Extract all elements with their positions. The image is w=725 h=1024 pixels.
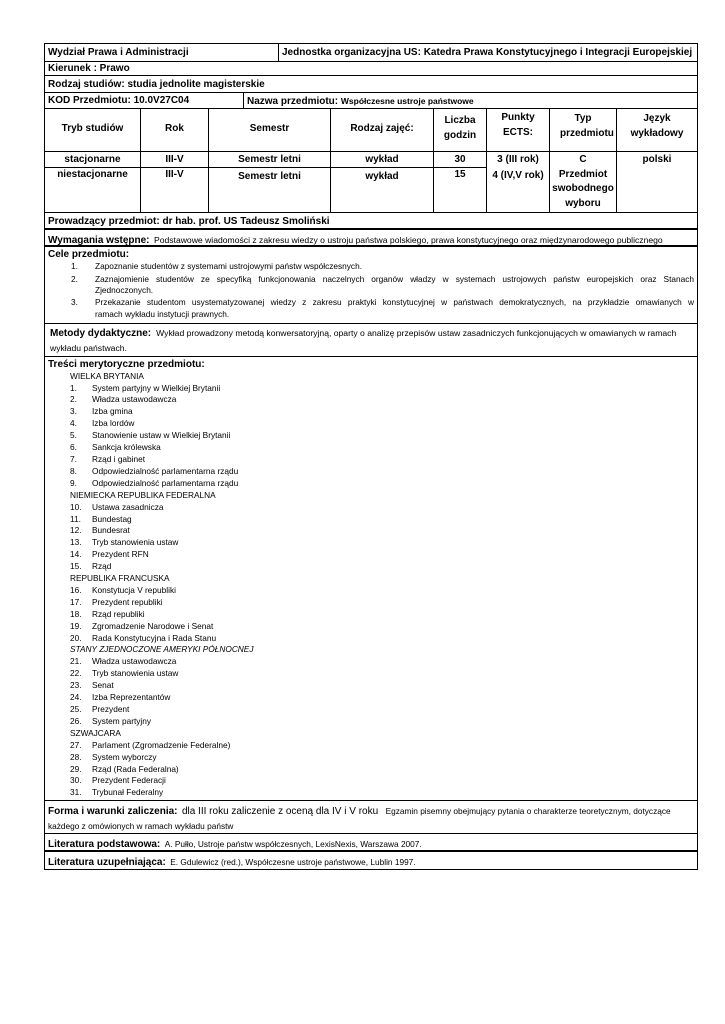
contents-list-item <box>48 561 694 573</box>
subject-name-label: Nazwa przedmiotu: <box>247 96 339 107</box>
contents-list-item <box>48 430 694 442</box>
contents-item-number: 9. <box>70 477 77 488</box>
contents-item-number: 15. <box>70 561 82 572</box>
contents-item-text: Odpowiedzialność parlamentarna rządu <box>92 465 239 476</box>
contents-item-text: Izba lordów <box>92 418 135 429</box>
subject-type-line-3: swobodnego <box>552 183 614 194</box>
contents-item-number: 3. <box>70 406 77 417</box>
hours-full-time: 30 <box>434 153 486 168</box>
contents-item-number: 13. <box>70 537 82 548</box>
goal-item: 3. Przekazanie studentom usystematyzowanej wiedzy z zakresu praktyki konstytucyjnej w państwach demokratycznych, na przykładzie omawianych w <box>71 296 694 307</box>
methods-text-1: Wykład prowadzony metodą konwersatoryjną, oparty o analizę przepisów ustaw zasadniczych funkcjonujących w omawianych w ramach <box>156 327 677 338</box>
contents-section-title: REPUBLIKA FRANCUSKA <box>70 573 170 584</box>
requirements-label: Wymagania wstępne: <box>48 235 150 246</box>
code-label: KOD Przedmiotu: <box>48 95 131 106</box>
col-subject-type <box>550 152 617 212</box>
contents-item-text: Rząd republiki <box>92 608 145 619</box>
contents-item-number: 26. <box>70 715 82 726</box>
contents-item-number: 29. <box>70 763 82 774</box>
contents-list-item <box>48 740 694 752</box>
contents-list-item <box>48 537 694 549</box>
contents-list-item <box>48 621 694 633</box>
subject-name-value: Współczesne ustroje państwowe <box>340 96 474 106</box>
contents-list-item <box>48 633 694 645</box>
contents-list-item <box>48 454 694 466</box>
contents-item-number: 14. <box>70 549 82 560</box>
assessment-label: Forma i warunki zaliczenia: <box>48 806 178 818</box>
contents-item-text: Tryb stanowienia ustaw <box>92 537 179 548</box>
contents-list-item <box>48 418 694 430</box>
contents-item-text: Prezydent RFN <box>92 549 149 560</box>
th-language: Język wykładowy <box>630 113 684 139</box>
goal-item-cont: ramach wykładu instytucji prawnych. <box>95 308 230 319</box>
direction-row: Kierunek : Prawo <box>45 62 697 76</box>
faculty-cell: Wydział Prawa i Administracji <box>45 44 279 61</box>
ects-line-2: 4 (IV,V rok) <box>492 170 544 181</box>
contents-item-text: Prezydent Federacji <box>92 775 166 786</box>
literature-extra-text: E. Gdulewicz (red.), Współczesne ustroje państwowe, Lublin 1997. <box>170 857 416 868</box>
literature-basic-label: Literatura podstawowa: <box>48 839 161 851</box>
goals-list <box>48 261 694 321</box>
contents-row <box>45 357 697 802</box>
contents-item-number: 23. <box>70 680 82 691</box>
class-type-full-time: wykład <box>331 153 433 168</box>
contents-list-item <box>48 514 694 526</box>
methods-text-2: wykładu państwach. <box>50 342 127 353</box>
literature-basic-row <box>45 834 697 852</box>
contents-item-text: Konstytucja V republiki <box>92 584 176 595</box>
contents-item-number: 21. <box>70 656 82 667</box>
contents-item-number: 4. <box>70 418 77 429</box>
literature-basic-text: A. Pułło, Ustroje państw współczesnych, LexisNexis, Warszawa 2007. <box>164 839 422 850</box>
th-year: Rok <box>141 109 209 151</box>
study-kind-row: Rodzaj studiów: studia jednolite magisterskie <box>45 76 697 93</box>
contents-item-text: Senat <box>92 680 114 691</box>
contents-item-text: Władza ustawodawcza <box>92 656 177 667</box>
class-type-part-time: wykład <box>365 171 399 182</box>
contents-list-item <box>48 752 694 764</box>
year-part-time: III-V <box>165 169 184 180</box>
subject-type-line-2: Przedmiot <box>558 168 608 180</box>
goal-item: 2. Zaznajomienie studentów ze specyfiką funkcjonowania naczelnych organów władzy w systemach ustrojowych państw europejskich oraz Stanach <box>71 273 694 284</box>
contents-item-number: 5. <box>70 430 77 441</box>
contents-item-text: Odpowiedzialność parlamentarna rządu <box>92 477 239 488</box>
contents-item-number: 30. <box>70 775 82 786</box>
contents-item-number: 16. <box>70 584 82 595</box>
contents-item-text: Izba Reprezentantów <box>92 692 171 703</box>
contents-item-text: Zgromadzenie Narodowe i Senat <box>92 620 214 631</box>
th-class-type: Rodzaj zajęć: <box>331 109 434 151</box>
literature-extra-row <box>45 852 697 869</box>
assessment-rule: dla III roku zaliczenie z oceną dla IV i V roku <box>181 806 379 818</box>
contents-list-item <box>48 764 694 776</box>
contents-item-text: Stanowienie ustaw w Wielkiej Brytanii <box>92 430 231 441</box>
contents-item-number: 27. <box>70 739 82 750</box>
contents-list-item <box>48 466 694 478</box>
contents-item-text: Bundesrat <box>92 525 130 536</box>
contents-item-text: Prezydent republiki <box>92 596 163 607</box>
contents-list-item <box>48 704 694 716</box>
year-full-time: III-V <box>141 153 208 168</box>
ects-line-1: 3 (III rok) <box>497 154 539 165</box>
th-ects: Punkty ECTS: <box>487 109 550 151</box>
contents-item-text: Trybunał Federalny <box>92 787 164 798</box>
syllabus-sheet <box>44 43 698 870</box>
semester-part-time: Semestr letni <box>238 171 301 182</box>
contents-list-item <box>48 406 694 418</box>
contents-item-text: Izba gmina <box>92 406 133 417</box>
goal-item-cont: Zjednoczonych. <box>95 284 154 295</box>
contents-list-item <box>48 383 694 395</box>
contents-item-number: 18. <box>70 608 82 619</box>
contents-list-item <box>48 775 694 787</box>
assessment-text-1: Egzamin pisemny obejmujący pytania o charakterze teoretycznym, dotyczące <box>385 806 671 817</box>
contents-list-item <box>48 656 694 668</box>
col-language <box>617 152 697 212</box>
contents-item-text: Rada Konstytucyjna i Rada Stanu <box>92 632 217 643</box>
contents-list-item <box>48 394 694 406</box>
info-table-body <box>45 152 697 212</box>
th-mode: Tryb studiów <box>45 109 141 151</box>
contents-list-item <box>48 585 694 597</box>
contents-item-number: 31. <box>70 787 82 798</box>
contents-list-item <box>48 597 694 609</box>
contents-item-number: 17. <box>70 596 82 607</box>
semester-full-time: Semestr letni <box>209 153 330 168</box>
th-semester: Semestr <box>209 109 331 151</box>
contents-item-text: Władza ustawodawcza <box>92 394 177 405</box>
contents-item-number: 25. <box>70 704 82 714</box>
header-row-1 <box>45 44 697 62</box>
contents-list-item <box>48 478 694 490</box>
col-hours <box>434 152 487 212</box>
contents-item-number: 2. <box>70 394 77 405</box>
contents-item-number: 20. <box>70 632 82 643</box>
goal-item: 1. Zapoznanie studentów z systemami ustrojowymi państw współczesnych. <box>71 261 362 271</box>
contents-item-number: 28. <box>70 751 82 762</box>
contents-list-item <box>48 549 694 561</box>
contents-list-item <box>48 787 694 799</box>
contents-item-text: Rząd i gabinet <box>92 453 146 464</box>
info-table-header <box>45 109 697 152</box>
contents-item-text: System wyborczy <box>92 751 157 762</box>
col-class-type <box>331 152 434 212</box>
contents-item-text: Parlament (Zgromadzenie Federalne) <box>92 739 231 750</box>
mode-full-time: stacjonarne <box>45 153 140 168</box>
contents-item-number: 22. <box>70 668 82 679</box>
assessment-text-2: każdego z omówionych w ramach wykładu państw <box>48 821 234 832</box>
col-mode <box>45 152 141 212</box>
literature-extra-label: Literatura uzupełniająca: <box>48 857 166 869</box>
contents-list-item <box>48 442 694 454</box>
language-value: polski <box>642 154 672 165</box>
contents-label: Treści merytoryczne przedmiotu: <box>48 358 205 370</box>
th-hours: Liczba godzin <box>434 109 487 151</box>
code-row <box>45 93 697 109</box>
contents-section-title: SZWAJCARA <box>70 727 121 738</box>
col-ects <box>487 152 550 212</box>
contents-section-title: WIELKA BRYTANIA <box>70 370 144 381</box>
contents-item-number: 12. <box>70 525 82 536</box>
contents-item-text: System partyjny <box>92 715 152 726</box>
methods-row <box>45 324 697 357</box>
contents-item-number: 6. <box>70 442 77 453</box>
contents-item-text: Rząd <box>92 561 112 572</box>
contents-item-text: Prezydent <box>92 704 130 714</box>
code-value: 10.0V27C04 <box>133 95 190 106</box>
contents-item-number: 24. <box>70 692 82 703</box>
contents-list-item <box>48 692 694 704</box>
contents-list-item <box>48 716 694 728</box>
subject-type-line-1: C <box>579 154 587 165</box>
hours-part-time: 15 <box>454 169 466 180</box>
goals-label: Cele przedmiotu: <box>48 249 130 260</box>
contents-item-text: Sankcja królewska <box>92 442 161 453</box>
contents-item-number: 7. <box>70 453 77 464</box>
contents-item-text: Rząd (Rada Federalna) <box>92 763 179 774</box>
contents-list-item <box>48 680 694 692</box>
contents-section-title: NIEMIECKA REPUBLIKA FEDERALNA <box>70 489 216 500</box>
contents-list-item <box>48 502 694 514</box>
goals-row <box>45 247 697 324</box>
assessment-row <box>45 801 697 834</box>
mode-part-time: niestacjonarne <box>57 169 128 180</box>
contents-list-item <box>48 668 694 680</box>
code-cell <box>45 93 244 108</box>
lecturer-row: Prowadzący przedmiot: dr hab. prof. US Tadeusz Smoliński <box>45 213 697 230</box>
contents-list-item <box>48 525 694 537</box>
col-year <box>141 152 209 212</box>
th-subject-type: Typ przedmiotu <box>550 109 617 151</box>
contents-item-text: Bundestag <box>92 513 132 524</box>
contents-item-number: 8. <box>70 465 77 476</box>
contents-item-number: 19. <box>70 620 82 631</box>
contents-list-item <box>48 609 694 621</box>
col-semester <box>209 152 331 212</box>
contents-item-number: 11. <box>70 513 81 524</box>
contents-list <box>48 371 694 800</box>
info-table <box>45 109 697 213</box>
methods-label: Metody dydaktyczne: <box>50 327 152 339</box>
requirements-text: Podstawowe wiadomości z zakresu wiedzy o ustroju państwa polskiego, prawa konstytucyjnego oraz międzynarodowego publicznego <box>153 235 663 245</box>
requirements-row <box>45 230 697 247</box>
contents-item-number: 10. <box>70 501 82 512</box>
subject-name-cell <box>244 93 697 108</box>
contents-item-number: 1. <box>70 382 77 393</box>
contents-section-title: STANY ZJEDNOCZONE AMERYKI PÓŁNOCNEJ <box>70 644 254 655</box>
unit-cell: Jednostka organizacyjna US: Katedra Prawa Konstytucyjnego i Integracji Europejskiej <box>282 47 693 58</box>
subject-type-line-4: wyboru <box>565 197 601 209</box>
contents-item-text: Tryb stanowienia ustaw <box>92 668 179 679</box>
contents-item-text: Ustawa zasadnicza <box>92 501 164 512</box>
contents-item-text: System partyjny w Wielkiej Brytanii <box>92 382 221 393</box>
